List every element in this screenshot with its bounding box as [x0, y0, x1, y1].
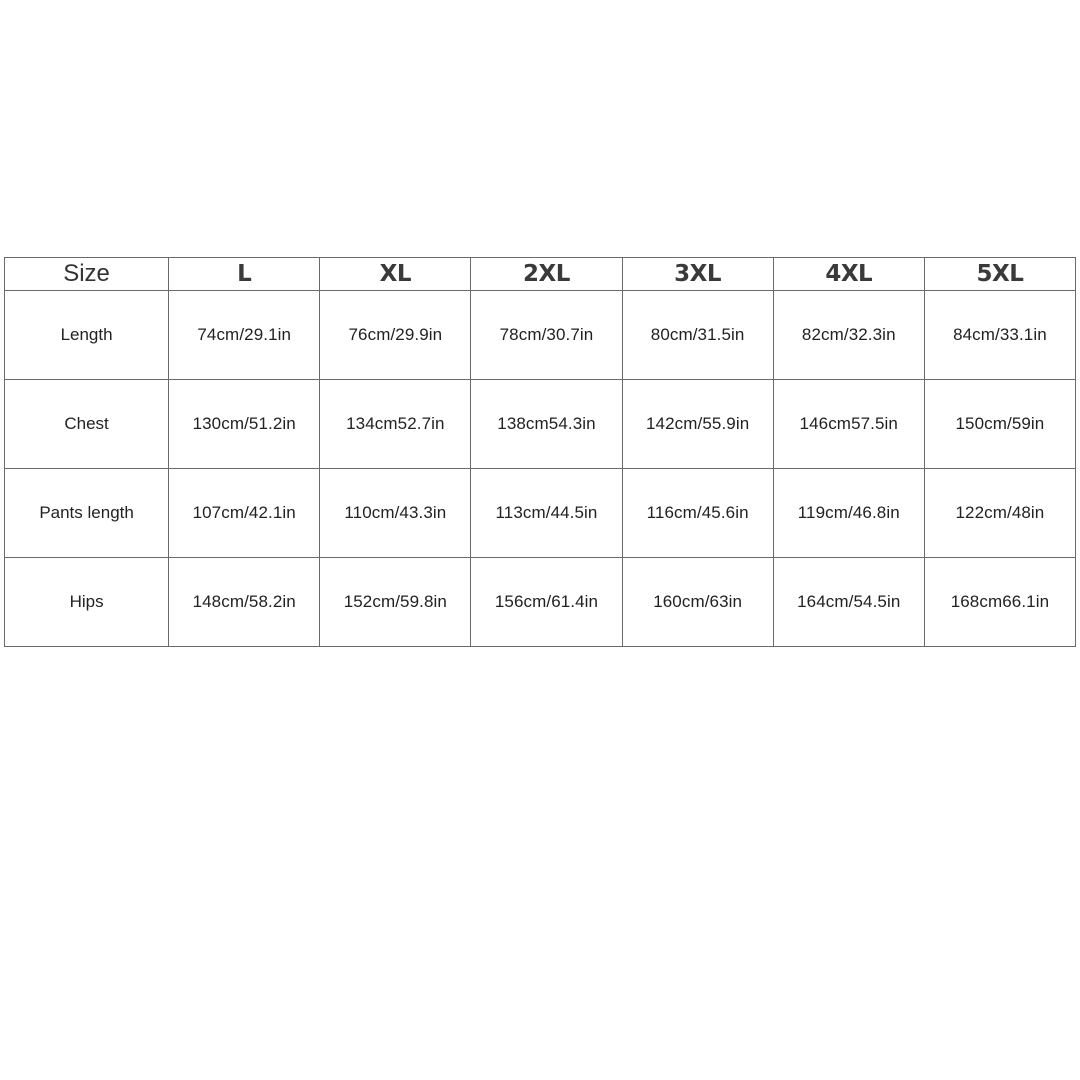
table-cell: 84cm/33.1in [924, 291, 1075, 380]
table-row-hips [5, 558, 1076, 647]
table-cell: 168cm66.1in [924, 558, 1075, 647]
table-cell: 152cm/59.8in [320, 558, 471, 647]
table-cell: 138cm54.3in [471, 380, 622, 469]
table-cell: 80cm/31.5in [622, 291, 773, 380]
size-header-5xl: 5XL [924, 258, 1075, 291]
size-corner-label: Size [5, 258, 169, 291]
table-cell: 110cm/43.3in [320, 469, 471, 558]
table-cell: 160cm/63in [622, 558, 773, 647]
table-cell: 82cm/32.3in [773, 291, 924, 380]
row-label-hips: Hips [5, 558, 169, 647]
table-cell: 150cm/59in [924, 380, 1075, 469]
size-header-row [5, 258, 1076, 291]
table-cell: 156cm/61.4in [471, 558, 622, 647]
size-header-xl: XL [320, 258, 471, 291]
table-cell: 134cm52.7in [320, 380, 471, 469]
table-row-chest [5, 380, 1076, 469]
row-label-chest: Chest [5, 380, 169, 469]
size-header-4xl: 4XL [773, 258, 924, 291]
size-header-2xl: 2XL [471, 258, 622, 291]
table-cell: 164cm/54.5in [773, 558, 924, 647]
size-chart-table [4, 257, 1076, 647]
table-cell: 74cm/29.1in [169, 291, 320, 380]
row-label-pants-length: Pants length [5, 469, 169, 558]
row-label-length: Length [5, 291, 169, 380]
table-cell: 78cm/30.7in [471, 291, 622, 380]
table-cell: 122cm/48in [924, 469, 1075, 558]
table-cell: 76cm/29.9in [320, 291, 471, 380]
table-cell: 130cm/51.2in [169, 380, 320, 469]
table-cell: 116cm/45.6in [622, 469, 773, 558]
table-cell: 142cm/55.9in [622, 380, 773, 469]
table-row-pants-length [5, 469, 1076, 558]
table-cell: 119cm/46.8in [773, 469, 924, 558]
size-header-l: L [169, 258, 320, 291]
size-header-3xl: 3XL [622, 258, 773, 291]
table-cell: 107cm/42.1in [169, 469, 320, 558]
table-cell: 148cm/58.2in [169, 558, 320, 647]
table-cell: 146cm57.5in [773, 380, 924, 469]
table-row-length [5, 291, 1076, 380]
table-cell: 113cm/44.5in [471, 469, 622, 558]
